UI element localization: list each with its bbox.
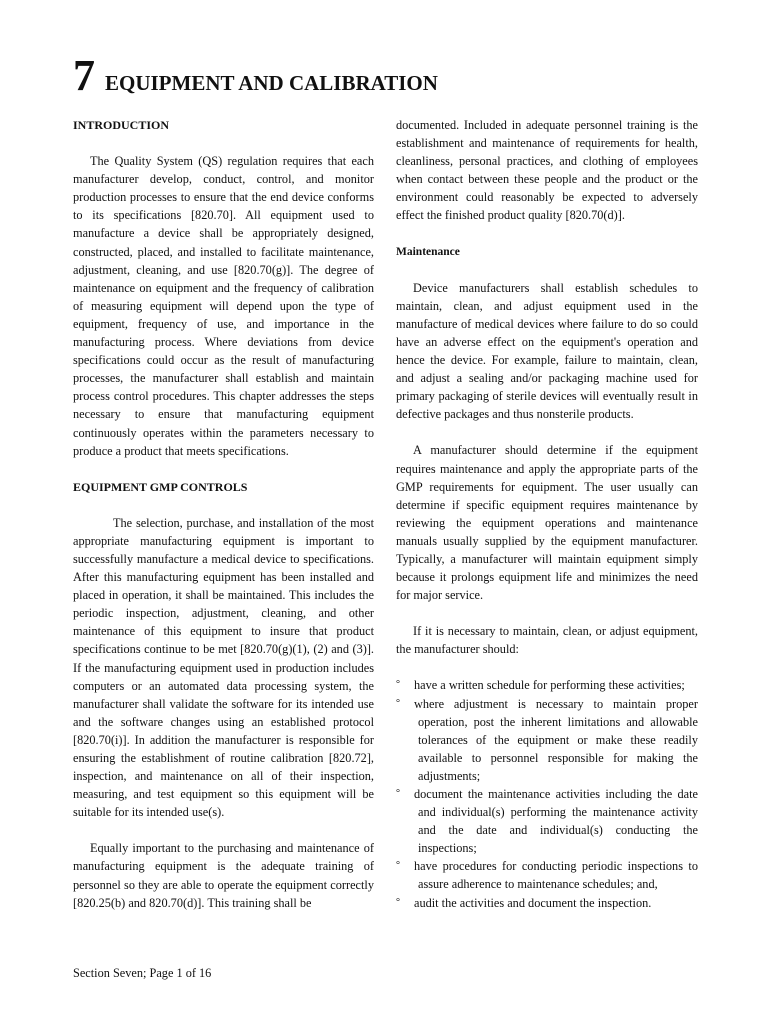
chapter-title bbox=[73, 50, 438, 101]
list-item-text: document the maintenance activities including the date and individual(s) performing the maintenance activity and the date and individual(s) conducting the inspections; bbox=[414, 787, 698, 856]
list-item-text: audit the activities and document the inspection. bbox=[414, 895, 652, 910]
gmp-controls-heading: EQUIPMENT GMP CONTROLS bbox=[73, 479, 248, 494]
maintenance-bullet-list bbox=[396, 676, 698, 911]
list-item-text: have procedures for conducting periodic inspections to assure adherence to maintenance schedules; and, bbox=[414, 859, 698, 892]
bullet-icon: ° bbox=[396, 896, 400, 908]
introduction-heading: INTRODUCTION bbox=[73, 118, 170, 132]
list-item bbox=[396, 695, 698, 785]
bullet-icon: ° bbox=[396, 697, 400, 709]
list-item bbox=[396, 785, 698, 857]
chapter-name: EQUIPMENT AND CALIBRATION bbox=[105, 71, 438, 95]
training-paragraph: Equally important to the purchasing and maintenance of manufacturing equipment is the adequate training of personnel so they are able to operate the equipment correctly [820.25(b) and 820.70(d)]. This training shall be bbox=[73, 841, 374, 910]
right-column bbox=[396, 116, 698, 912]
bullet-icon: ° bbox=[396, 860, 400, 872]
maintenance-heading: Maintenance bbox=[396, 245, 460, 258]
list-item bbox=[396, 676, 698, 694]
left-column bbox=[73, 116, 374, 912]
introduction-paragraph: The Quality System (QS) regulation requires that each manufacturer develop, conduct, control, and monitor production processes to ensure that the end device conforms to its specifications [820.70]. All equipment used to manufacture a device shall be appropriately designed, constructed, placed, and installed to facilitate maintenance, adjustment, cleaning, and use [820.70(g)]. The degree of maintenance on equipment and the frequency of calibration of measuring equipment will depend upon the type of equipment, frequency of use, and importance in the manufacturing process. Where deviations from device specifications could occur as the result of manufacturing processes, the manufacturer shall establish and maintain process control procedures. This chapter addresses the steps necessary to ensure that manufacturing equipment continuously operates within the parameters necessary to produce a product that meets specifications. bbox=[73, 154, 374, 458]
maintenance-paragraph-2: A manufacturer should determine if the equipment requires maintenance and apply the appropriate parts of the GMP requirements for equipment. The user usually can determine if specific equipment requires maintenance by reviewing the equipment operations and maintenance manuals usually supplied by the equipment manufacturer. Typically, a manufacturer will maintain equipment simply because it prolongs equipment life and minimizes the need for major service. bbox=[396, 443, 698, 603]
bullet-icon: ° bbox=[396, 788, 400, 799]
gmp-controls-paragraph: The selection, purchase, and installation of the most appropriate manufacturing equipment is important to successfully manufacture a medical device to specifications. After this manufacturing equipment has been installed and placed in operation, it shall be maintained. This includes the periodic inspection, adjustment, cleaning, and other maintenance of this equipment to insure that product specifications continue to be met [820.70(g)(1), (2) and (3)]. If the manufacturing equipment used in production includes computers or an automated data processing system, the manufacturer shall validate the software for its intended use and the software changes using an established protocol [820.70(i)]. In addition the manufacturer is responsible for ensuring the establishment of routine calibration [820.72], inspection, and maintenance on all of their inspection, measuring, and test equipment so this equipment will be suitable for its intended use(s). bbox=[73, 515, 374, 820]
list-item-text: have a written schedule for performing these activities; bbox=[414, 678, 685, 693]
continued-paragraph: documented. Included in adequate personnel training is the establishment and maintenance of requirements for health, cleanliness, personal practices, and clothing of employees when contact between these people and the product or the environment could reasonably be expected to adversely effect the finished product quality [820.70(d)]. bbox=[396, 118, 698, 223]
maintenance-paragraph-1: Device manufacturers shall establish schedules to maintain, clean, and adjust equipment used in the manufacture of medical devices where failure to do so could have an adverse effect on the equipment's operation and hence the device. For example, failure to maintain, clean, and adjust a sealing and/or packaging machine used for primary packaging of sterile devices will eventually result in defective packages and thus nonsterile products. bbox=[396, 280, 698, 422]
chapter-number: 7 bbox=[73, 51, 95, 100]
page-footer: Section Seven; Page 1 of 16 bbox=[73, 966, 212, 980]
maintenance-paragraph-3: If it is necessary to maintain, clean, or adjust equipment, the manufacturer should: bbox=[396, 624, 698, 657]
list-item bbox=[396, 857, 698, 893]
list-item bbox=[396, 894, 698, 912]
bullet-icon: ° bbox=[396, 679, 400, 691]
list-item-text: where adjustment is necessary to maintain proper operation, post the inherent limitations and allowable tolerances of the equipment or make these readily available to personnel responsible for making the adjustments; bbox=[414, 696, 698, 783]
